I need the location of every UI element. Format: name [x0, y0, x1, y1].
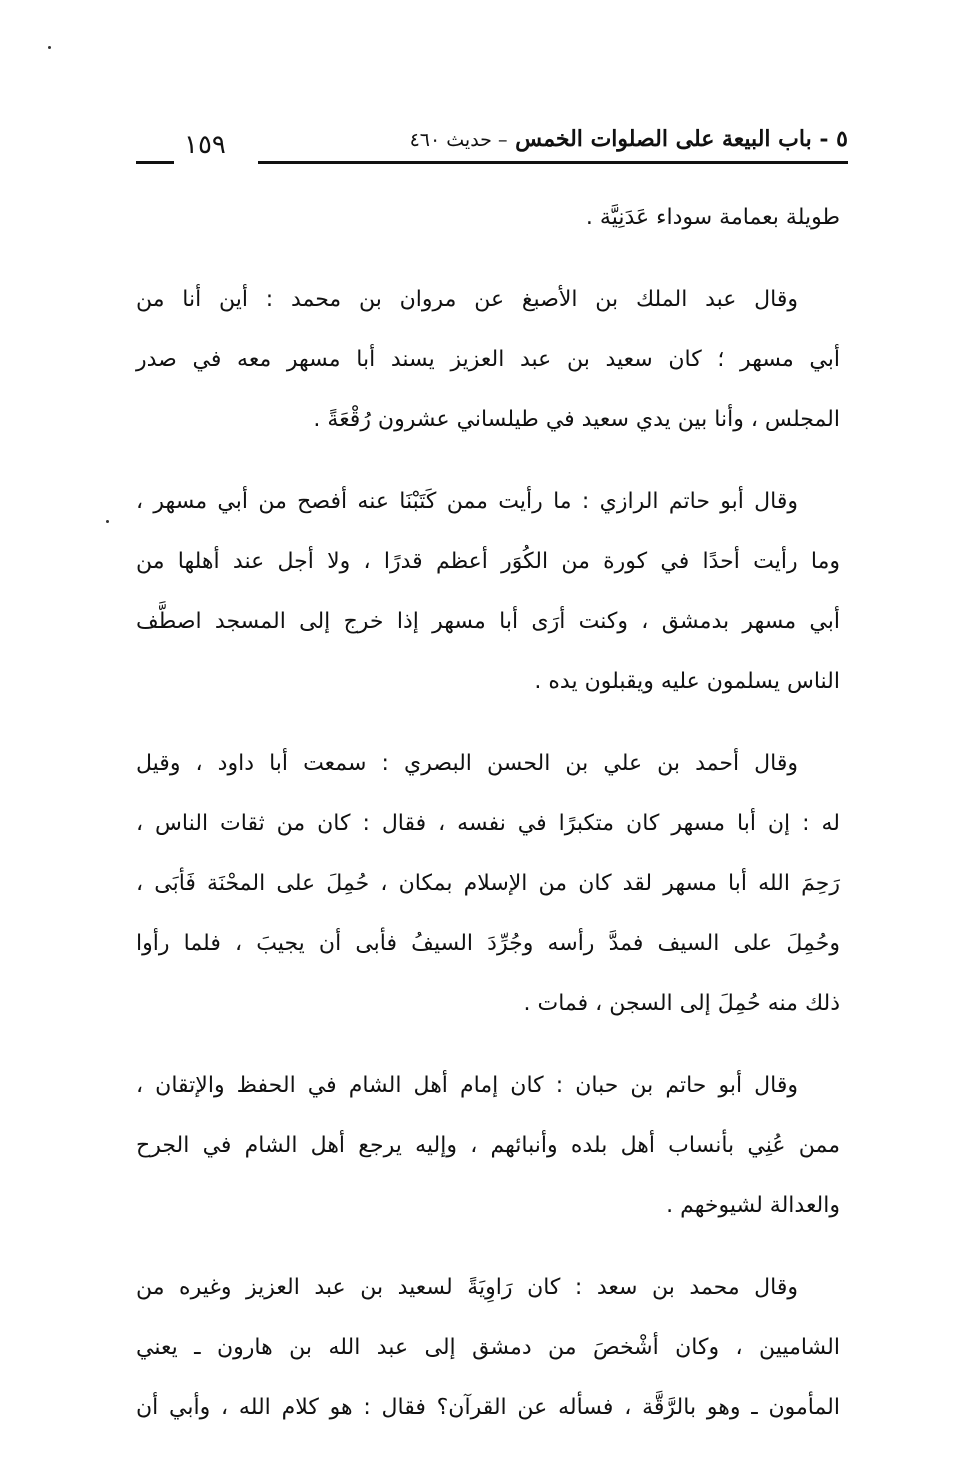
paragraph-5	[136, 1056, 840, 1236]
text-line: الناس يسلمون عليه ويقبلون يده .	[534, 669, 840, 694]
text-line: وحُمِلَ على السيف فمدَّ رأسه وجُرِّدَ السيفُ فأبى أن يجيبَ ، فلما رأوا	[136, 931, 840, 956]
text-line: وما رأيت أحدًا في كورة من الكُوَر أعظم قدرًا ، ولا أجل عند أهلها من	[136, 549, 840, 574]
header-rule	[258, 161, 848, 164]
chapter-title	[410, 126, 848, 152]
text-line: ممن عُنِي بأنساب أهل بلده وأنبائهم ، وإليه يرجع أهل الشام في الجرح	[136, 1133, 840, 1158]
text-line: وقال عبد الملك بن الأصبغ عن مروان بن محمد : أين أنا من	[136, 287, 798, 312]
running-header	[136, 124, 848, 164]
page-number: ١٥٩	[184, 130, 226, 160]
scan-speck	[48, 46, 51, 49]
scan-speck	[106, 520, 109, 523]
paragraph-4	[136, 734, 840, 1034]
text-line: والعدالة لشيوخهم .	[666, 1193, 840, 1218]
text-line: المأمون ـ وهو بالرَّقَّة ، فسأله عن القرآن؟ فقال : هو كلام الله ، وأبي أن	[136, 1395, 840, 1420]
text-line: رَحِمَ الله أبا مسهر لقد كان من الإسلام بمكان ، حُمِلَ على المحْنَة فَأبَى ،	[136, 871, 840, 896]
text-line: وقال محمد بن سعد : كان رَاوِيَةً لسعيد بن عبد العزيز وغيره من	[136, 1275, 798, 1300]
text-line: طويلة بعمامة سوداء عَدَنِيَّة .	[585, 205, 840, 230]
text-line: المجلس ، وأنا بين يدي سعيد في طيلساني عشرون رُقْعَةً .	[313, 407, 840, 432]
paragraph-6	[136, 1258, 840, 1438]
text-line: وقال أبو حاتم بن حبان : كان إمام أهل الشام في الحفظ والإتقان ،	[136, 1073, 798, 1098]
text-line: له : إن أبا مسهر كان متكبرًا في نفسه ، فقال : كان من ثقات الناس ،	[136, 811, 840, 836]
text-line: وقال أبو حاتم الرازي : ما رأيت ممن كَتَبْنَا عنه أفصح من أبي مسهر ،	[136, 489, 798, 514]
paragraph-3	[136, 472, 840, 712]
body-text	[136, 188, 840, 1460]
text-line: أبي مسهر ؛ كان سعيد بن عبد العزيز يسند أبا مسهر معه في صدر	[136, 347, 840, 372]
paragraph-1	[136, 188, 840, 248]
hadith-number: – حديث ٤٦٠	[409, 129, 508, 151]
text-line: ذلك منه حُمِلَ إلى السجن ، فمات .	[523, 991, 840, 1016]
paragraph-2	[136, 270, 840, 450]
text-line: الشاميين ، وكان أشْخصَ من دمشق إلى عبد الله بن هارون ـ يعني	[136, 1335, 840, 1360]
text-line: أبي مسهر بدمشق ، وكنت أرَى أبا مسهر إذا خرج إلى المسجد اصطَّف	[136, 609, 840, 634]
header-rule-short	[136, 161, 174, 164]
chapter-title-text: ٥ - باب البيعة على الصلوات الخمس	[515, 126, 848, 152]
text-line: وقال أحمد بن علي بن الحسن البصري : سمعت أبا داود ، وقيل	[136, 751, 798, 776]
